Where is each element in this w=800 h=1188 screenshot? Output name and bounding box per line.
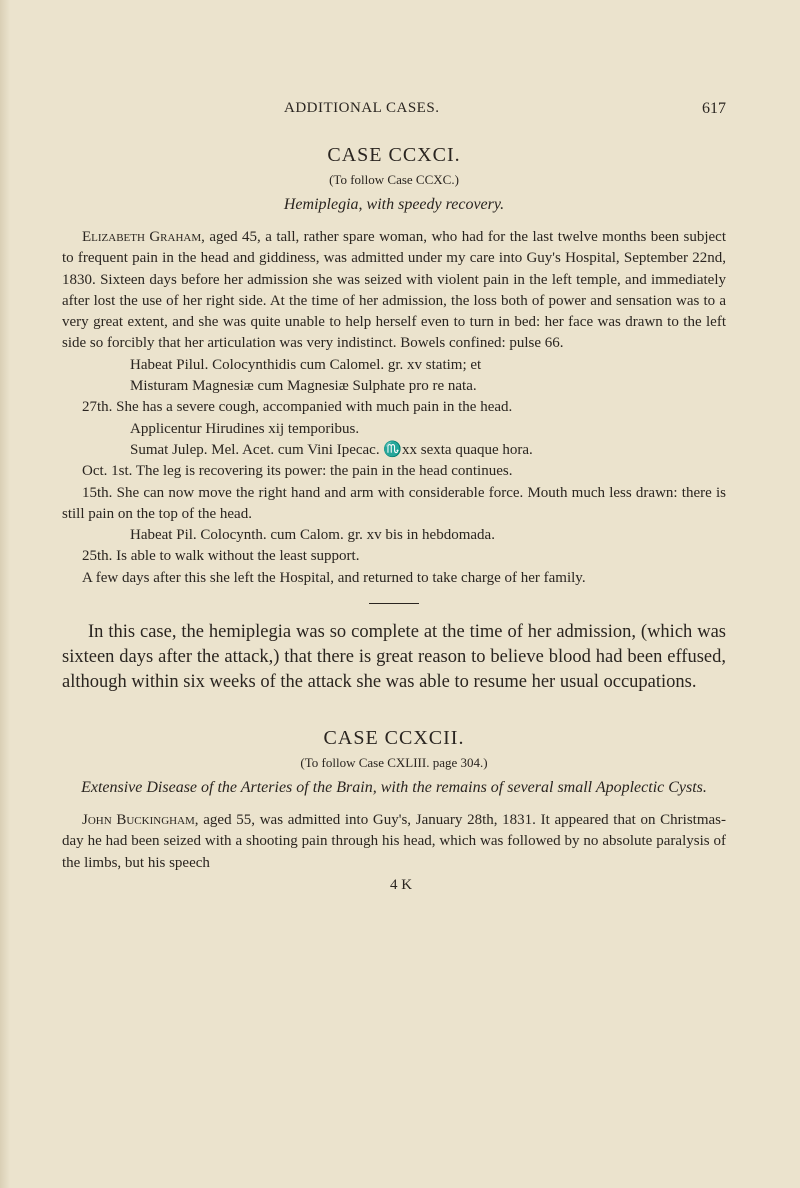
running-head: [62, 100, 726, 122]
case-1-prescription-3: Habeat Pil. Colocynth. cum Calom. gr. xv bis in hebdomada.: [130, 527, 495, 544]
case-2-intro-text: aged 55, was admitted into Guy's, January 28th, 1831. It appeared that on Christmas-day he had been seized with a shooting pain through his head, which was followed by no absolute paralysis of the limbs, but his speech: [62, 812, 726, 871]
case-1-patient-name: Elizabeth Graham,: [82, 229, 205, 245]
running-title: ADDITIONAL CASES.: [284, 100, 440, 116]
case-1-prescription-1-line-2: Misturam Magnesiæ cum Magnesiæ Sulphate pro re nata.: [130, 378, 477, 395]
case-2-title: CASE CCXCII.: [323, 727, 465, 750]
case-1-title: CASE CCXCI.: [327, 144, 461, 166]
page-number: 617: [702, 100, 726, 117]
case-1-entry-25th: 25th. Is able to walk without the least support.: [82, 548, 360, 565]
case-1-closing-entry: A few days after this she left the Hospital, and returned to take charge of her family.: [82, 569, 586, 586]
page-body: [62, 142, 726, 895]
case-1-subject: Hemiplegia, with speedy recovery.: [283, 196, 505, 213]
case-2-intro-paragraph: [62, 810, 726, 874]
case-2-subject: Extensive Disease of the Arteries of the Brain, with the remains of several small Apoplectic Cysts.: [81, 779, 707, 797]
page-binding-edge: [0, 0, 10, 1188]
case-1-note: (To follow Case CCXC.): [329, 172, 459, 187]
case-1-prescription-2-line-2: Sumat Julep. Mel. Acet. cum Vini Ipecac. ♏xx sexta quaque hora.: [130, 441, 533, 458]
case-1-entry-oct-1st: Oct. 1st. The leg is recovering its power: the pain in the head continues.: [82, 463, 513, 480]
case-1-intro-paragraph: [62, 227, 726, 355]
case-1-entry-27th: 27th. She has a severe cough, accompanied with much pain in the head.: [82, 399, 513, 416]
case-2-patient-name: John Buckingham,: [82, 812, 199, 829]
case-1-commentary: In this case, the hemiplegia was so complete at the time of her admission, (which was sixteen days after the attack,) that there is great reason to believe blood had been effused, although within six weeks of the attack she was able to resume her usual occupations.: [62, 622, 726, 693]
case-2-note: (To follow Case CXLIII. page 304.): [300, 755, 488, 771]
section-divider-rule: [369, 603, 419, 604]
case-1-prescription-2-line-1: Applicentur Hirudines xij temporibus.: [130, 420, 360, 437]
case-1-prescription-1-line-1: Habeat Pilul. Colocynthidis cum Calomel. gr. xv statim; et: [130, 356, 482, 373]
case-1-entry-15th: 15th. She can now move the right hand and arm with considerable force. Mouth much less drawn: there is still pain on the top of the head.: [62, 484, 726, 522]
case-1-intro-text: aged 45, a tall, rather spare woman, who had for the last twelve months been subject to frequent pain in the head and giddiness, was admitted under my care into Guy's Hospital, September 22nd, 1830. Sixteen days before her admission she was seized with violent pain in the left temple, and immediately after lost the use of her right side. At the time of her admission, the loss both of power and sensation was to a very great extent, and she was quite unable to help herself even to turn in bed: her face was drawn to the left side so forcibly that her articulation was very indistinct. Bowels confined: pulse 66.: [62, 229, 726, 352]
signature-mark: 4 K: [389, 876, 413, 893]
